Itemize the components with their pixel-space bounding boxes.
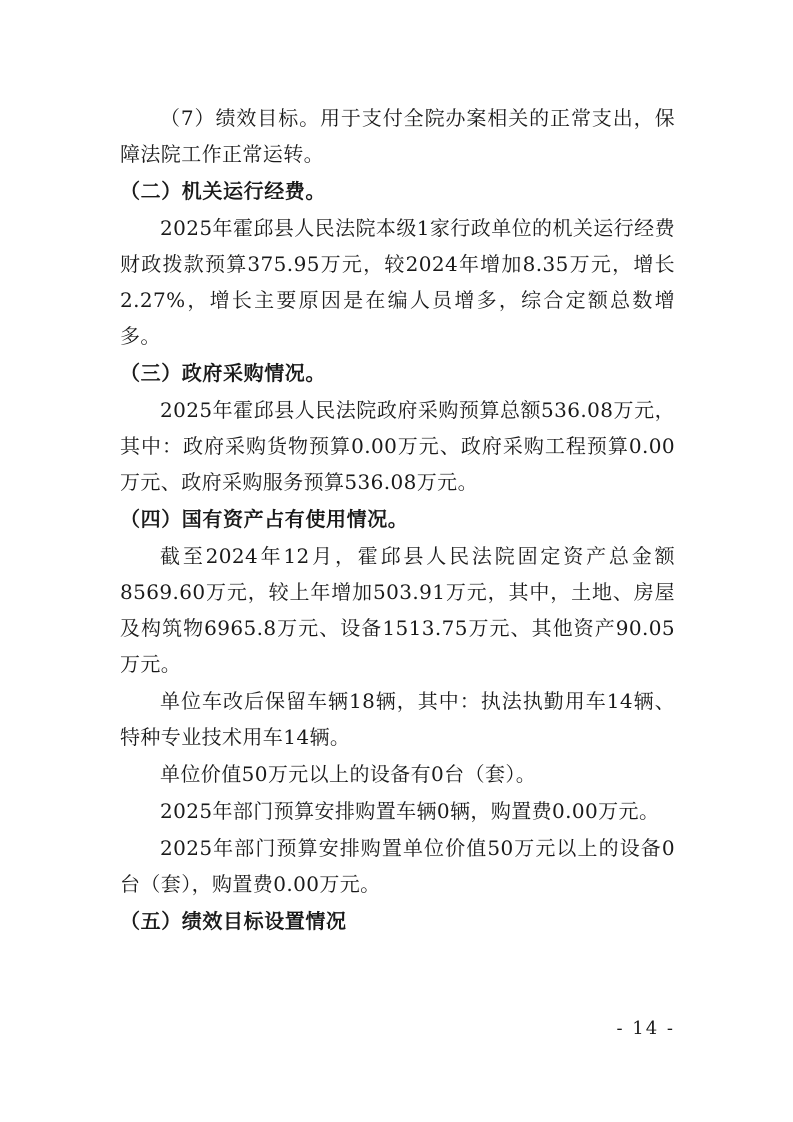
paragraph-government-procurement: 2025年霍邱县人民法院政府采购预算总额536.08万元，其中：政府采购货物预算0.00万元、政府采购工程预算0.00万元、政府采购服务预算536.08万元。 xyxy=(120,398,675,494)
heading-government-procurement: （三）政府采购情况。 xyxy=(120,361,326,385)
page-number: - 14 - xyxy=(616,1018,675,1039)
paragraph-vehicle-purchase: 2025年部门预算安排购置车辆0辆，购置费0.00万元。 xyxy=(160,799,660,823)
paragraph-equipment-purchase: 2025年部门预算安排购置单位价值50万元以上的设备0台（套），购置费0.00万元。 xyxy=(120,836,675,896)
paragraph-vehicles: 单位车改后保留车辆18辆，其中：执法执勤用车14辆、特种专业技术用车14辆。 xyxy=(120,689,675,749)
paragraph-fixed-assets: 截至2024年12月，霍邱县人民法院固定资产总金额8569.60万元，较上年增加503.91万元，其中，土地、房屋及构筑物6965.8万元、设备1513.75万元、其他资产90.05万元。 xyxy=(120,544,675,676)
heading-performance-goals: （五）绩效目标设置情况 xyxy=(120,909,347,933)
paragraph-equipment-count: 单位价值50万元以上的设备有0台（套）。 xyxy=(160,762,537,786)
heading-operating-expenses: （二）机关运行经费。 xyxy=(120,179,326,203)
paragraph-operating-expenses: 2025年霍邱县人民法院本级1家行政单位的机关运行经费财政拨款预算375.95万元，较2024年增加8.35万元，增长2.27%，增长主要原因是在编人员增多，综合定额总数增多。 xyxy=(120,216,675,348)
document-body xyxy=(120,100,675,940)
heading-state-assets: （四）国有资产占有使用情况。 xyxy=(120,507,409,531)
paragraph-performance-target: （7）绩效目标。用于支付全院办案相关的正常支出，保障法院工作正常运转。 xyxy=(120,106,675,166)
